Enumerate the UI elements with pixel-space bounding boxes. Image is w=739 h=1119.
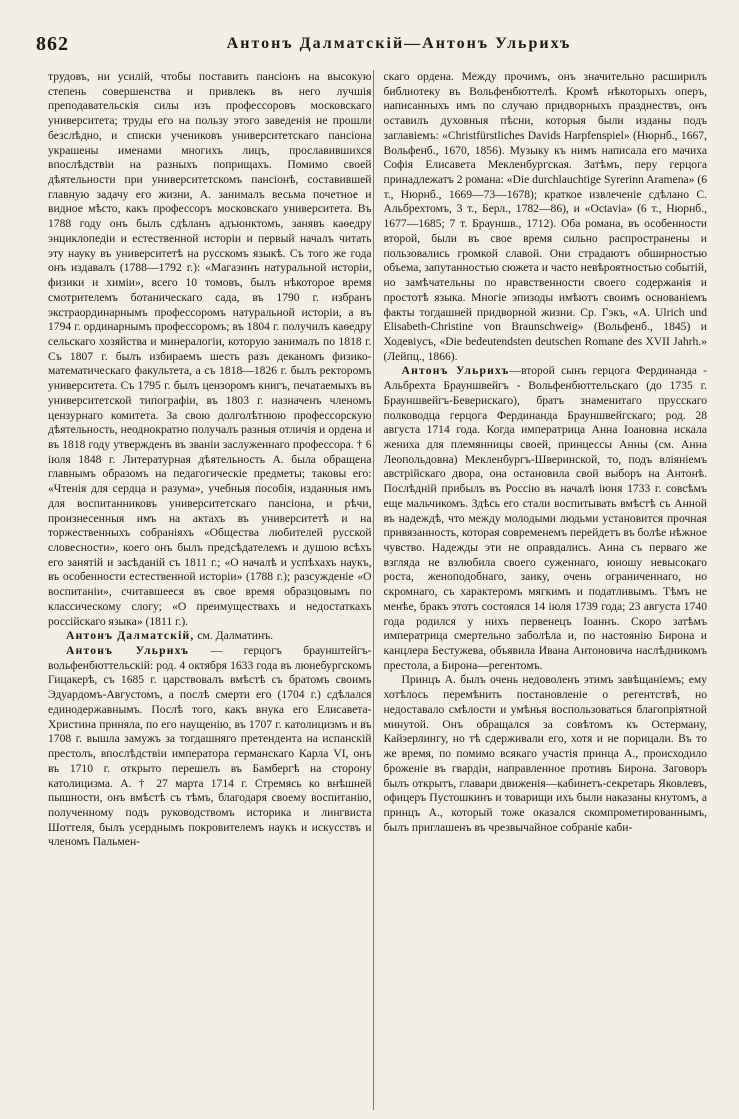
entry-anton-ulrich-duke [48, 644, 372, 850]
entry-text: — герцогъ браунштейгъ-вольфенбюттельскій: род. 4 октября 1633 года въ люнебургскомъ Гицакерѣ, съ 1685 г. царствовалъ вмѣстѣ съ братомъ своимъ Эдуардомъ-Августомъ, а послѣ смерти его (1704 г.) сдѣлался единодержавнымъ. Послѣ того, какъ внука его Елисавета-Христина приняла, по его наущенію, въ 1707 г. католицизмъ и въ 1708 г. вышла замужъ за тогдашняго претендента на испанскій престолъ, впослѣдствіи императора германскаго Карла VI, онъ въ 1710 г. открыто перешелъ въ Бамбергѣ на сторону католицизма. А. † 27 марта 1714 г. Стремясь ко внѣшней пышности, онъ вмѣстѣ съ тѣмъ, благодаря своему воспитанію, полученному подъ руководствомъ историка и лингвиста Шоттеля, былъ усерднымъ покровителемъ наукъ и искусствъ и членомъ Пальмен- [48, 644, 372, 849]
entry-anton-ulrich-prince [384, 364, 708, 673]
entry-text: см. Далматинъ. [194, 629, 274, 643]
entry-continuation-paragraph: скаго ордена. Между прочимъ, онъ значительно расширилъ библиотеку въ Вольфенбюттелѣ. Кромѣ нѣкоторыхъ оперъ, написанныхъ имъ по случаю придворныхъ празднествъ, онъ оставилъ духовныя пѣсни, которыя были изданы подъ заглавіемъ: «Christfürstliches Davids Harpfenspiel» (Нюрнб., 1667, Вольфенб., 1670, 1856). Музыку къ нимъ написала его мачиха Софія Елисавета Мекленбургская. Затѣмъ, перу герцога принадлежатъ 2 романа: «Die durchlauchtige Syrerinn Aramena» (6 т., Нюрнб., 1669—73—1678); краткое извлеченіе сдѣлано С. Альбрехтомъ, 3 т., Берл., 1782—86), и «Octavia» (6 т., Нюрнб., 1677—1685; 7 т. Брауншв., 1712). Оба романа, въ особенности второй, были въ свое время сильно распространены и пользовались громкой славой. Они страдаютъ обширностью объема, запутанностью сюжета и часто невѣроятностью событій, но замѣчательны по нравственности своего содержанія и простотѣ языка. Многіе эпизоды имѣютъ своимъ основаніемъ факты тогдашней придворной жизни. Ср. Гэкъ, «A. Ulrich und Elisabeth-Christine von Braunschweig» (Вольфенб., 1845) и Ходевіусъ, «Die bedeutendsten deutschen Romane des XVII Jahrh.» (Лейпц., 1866). [383, 70, 707, 363]
entry-continuation-paragraph: трудовъ, ни усилій, чтобы поставить пансіонъ на высокую степень совершенства и привлекъ въ него лучшія преподавательскія силы изъ профессоровъ московскаго университета; труды его на пользу этого заведенія не прошли безслѣдно, и списки учениковъ университетскаго пансіона украшены именами многихъ лицъ, прославившихся впослѣдствіи на разныхъ поприщахъ. Помимо своей дѣятельности при университетскомъ пансіонѣ, составившей главную задачу его жизни, А. занималъ весьма почетное и видное мѣсто, какъ профессоръ московскаго университета. Въ 1788 году онъ былъ сдѣланъ адъюнктомъ, занявъ каѳедру энциклопедіи и естественной исторіи и первый началъ читать эту науку въ университетѣ на русскомъ языкѣ. Съ того же года онъ издавалъ (1788—1792 г.): «Магазинъ натуральной исторіи, физики и химіи», всего 10 томовъ, былъ нѣкоторое время смотрителемъ ботаническаго сада, въ 1790 г. избранъ экстраординарнымъ профессоромъ натуральной исторіи, а въ 1794 г. ординарнымъ профессоромъ; въ 1804 г. получилъ каѳедру сельскаго хозяйства и минералогіи, которую занималъ по 1818 г. Съ 1807 г. былъ избираемъ шесть разъ деканомъ физико-математическаго факультета, а съ 1818—1826 г. былъ ректоромъ университета. Съ 1795 г. былъ цензоромъ книгъ, печатаемыхъ въ университетской типографіи, въ 1803 г. назначенъ членомъ цензурнаго комитета. За свою долголѣтнюю профессорскую дѣятельность, неоднократно получалъ разныя отличія и ордена и въ 1818 году утвержденъ въ званіи заслуженнаго профессора. † 6 іюля 1848 г. Литературная дѣятельность А. была обращена главнымъ образомъ на педагогическіе предметы; таковы его: «Чтенія для сердца и разума», учебныя пособія, изданныя имъ для воспитанниковъ университетскаго пансіона, и рѣчи, произнесенныя имъ на актахъ въ университетѣ и на торжественныхъ собраніяхъ «Общества любителей русской словесности», коего онъ былъ предсѣдателемъ и душою всѣхъ его занятій и засѣданій съ 1811 г.; «О началѣ и успѣхахъ наукъ, въ особенности естественной исторіи» (1788 г.); разсужденіе «О воспитаніи», считавшееся въ свое время образцовымъ по классическому слогу; «О преимуществахъ и недостаткахъ россійскаго языка» (1811 г.). [48, 70, 372, 628]
headword: Антонъ Ульрихъ [66, 644, 190, 658]
headword: Антонъ Далматскій, [66, 629, 195, 643]
entry-antony-dalmatsky [48, 629, 372, 644]
entry-text: —второй сынъ герцога Фердинанда - Альбрехта Брауншвейгъ - Вольфенбюттельскаго (до 1735 г. Брауншвейгъ-Беверискаго), братъ знаменитаго прусскаго полководца герцога Фердинанда Брауншвейгскаго; род. 28 августа 1714 года. Когда императрица Анна Іоановна искала жениха для племянницы своей, принцессы Анны (см. Анна Леопольдовна) Мекленбургъ-Шверинской, то, подъ вліяніемъ австрійскаго двора, она остановила свой выборъ на Антонѣ. Послѣдній прибылъ въ Россію въ началѣ іюня 1733 г. совсѣмъ еще мальчикомъ. Здѣсь его стали воспитывать вмѣстѣ съ Анной въ надеждѣ, что между молодыми людьми установится прочная привязанность, которая современемъ перейдетъ въ болѣе нѣжное чувство. Надежды эти не оправдались. Анна съ перваго же взгляда не взлюбила своего суженнаго, юношу невысокаго роста, женоподобнаго, заику, очень ограниченнаго, но скромнаго, съ характеромъ мягкимъ и податливымъ. Тѣмъ не менѣе, бракъ этотъ состоялся 14 іюля 1739 года; 23 августа 1740 года родился у нихъ первенецъ Іоаннъ. Скоро затѣмъ императрица смертельно заболѣла и, по настоянію Бирона и канцлера Бестужева, объявила Ивана Антоновича наслѣдникомъ престола, а Бирона—регентомъ. [383, 364, 707, 672]
page-number: 862 [36, 32, 69, 55]
headword: Антонъ Ульрихъ [401, 364, 510, 378]
left-column [48, 70, 372, 1110]
running-title: Антонъ Далматскій—Антонъ Ульрихъ [226, 35, 572, 52]
entry-paragraph: Принцъ А. былъ очень недоволенъ этимъ завѣщаніемъ; ему хотѣлось перемѣнить постановленіе о регентствѣ, но недоставало смѣлости и умѣнья воспользоваться благопріятной минутой. Онъ обращался за совѣтомъ къ Остерману, Кайзерлингу, но тѣ сдерживали его, хотя и не порицали. Въ то же время, по помимо всякаго участія принца А., происходило броженіе въ гвардіи, направленное противъ Бирона. Заговоръ былъ открытъ, главари движенія—кабинетъ-секретарь Яковлевъ, офицеръ Пустошкинъ и товарищи ихъ были наказаны кнутомъ, а принцъ А., который тоже оказался скомпрометированнымъ, былъ приглашенъ въ чрезвычайное собраніе каби- [383, 673, 707, 834]
right-column [384, 70, 708, 1110]
text-columns [48, 70, 707, 1110]
page-header [36, 30, 699, 58]
